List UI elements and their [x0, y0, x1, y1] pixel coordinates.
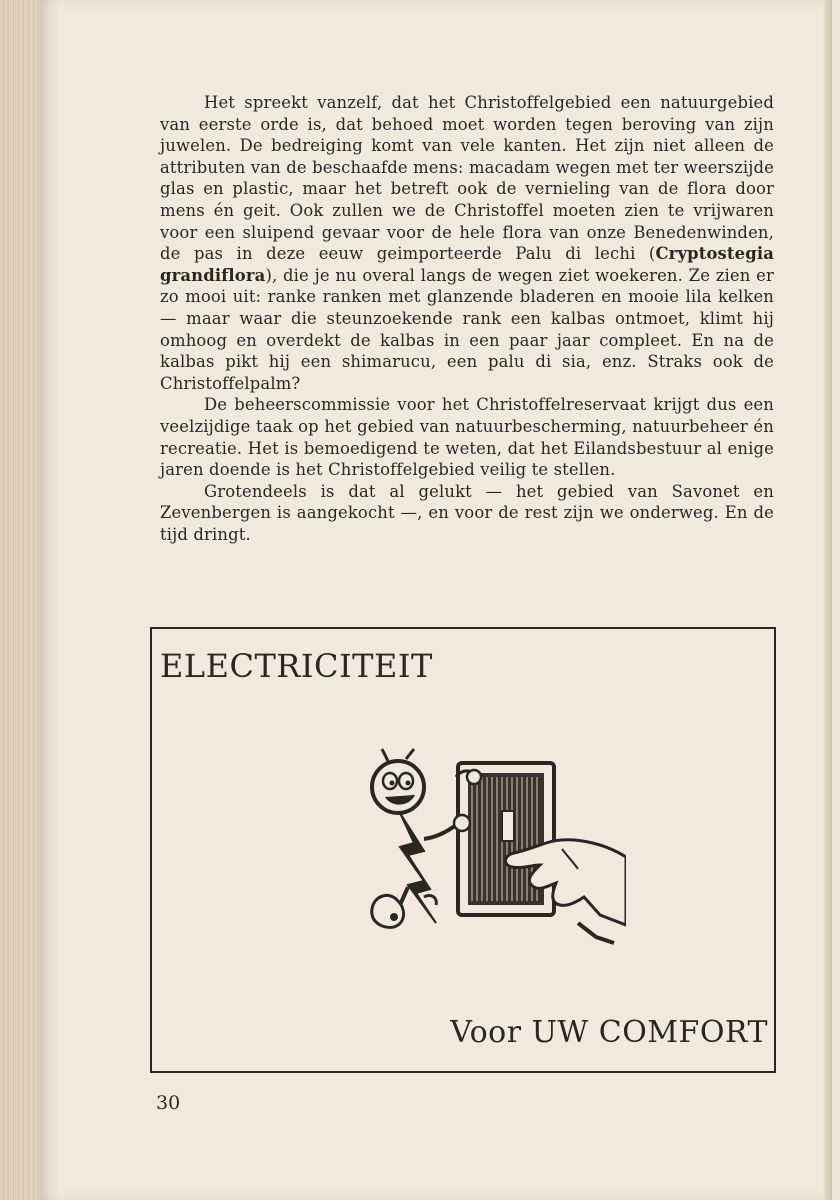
- ad-slogan: Voor UW COMFORT: [450, 1015, 768, 1050]
- paragraph-1-text: Het spreekt vanzelf, dat het Christoffelgebied een natuurgebied van eerste orde is, dat behoed moet worden tegen beroving van zijn juwelen. De bedreiging komt van vele kanten. Het zijn niet alleen de attributen van de beschaafde mens: macadam wegen met ter weerszijde glas en plastic, maar het betreft ook de vernieling van de flora door mens én geit. Ook zullen we de Christoffel moeten zien te vrijwaren voor een sluipend gevaar voor de hele flora van onze Benedenwinden, de pas in deze eeuw geimporteerde Palu di lechi (: [160, 93, 774, 264]
- character-head: [372, 749, 424, 813]
- article-body: [160, 92, 774, 545]
- ad-title: ELECTRICITEIT: [160, 647, 433, 685]
- paragraph-2: De beheerscommissie voor het Christoffelreservaat krijgt dus een veelzijdige taak op het gebied van natuurbescherming, natuurbeheer én recreatie. Het is bemoedigend te weten, dat het Eilandsbestuur al enige jaren doende is het Christoffelgebied veilig te stellen.: [160, 395, 774, 480]
- reddy-kilowatt-light-switch-icon: [364, 747, 626, 965]
- paragraph-1-continuation: ), die je nu overal langs de wegen ziet woekeren. Ze zien er zo mooi uit: ranke ranken met glanzende bladeren en mooie lila kelken — maar waar die steunzoekende rank een kalbas ontmoet, klimt hij omhoog en overdekt de kalbas in een paar jaar compleet. En na de kalbas pikt hij een shimarucu, een palu di sia, enz. Straks ook de Christoffelpalm?: [160, 265, 774, 393]
- page-number: 30: [156, 1092, 181, 1114]
- book-page-edges: [0, 0, 40, 1200]
- electricity-advertisement: [150, 627, 776, 1073]
- paragraph-1: [160, 92, 774, 394]
- page-edge-shadow: [824, 0, 832, 1200]
- paragraph-3: Grotendeels is dat al gelukt — het gebied van Savonet en Zevenbergen is aangekocht —, en voor de rest zijn we onderweg. En de tijd dringt.: [160, 481, 774, 544]
- light-switch-plate: [458, 763, 554, 915]
- species-name: Cryptostegia grandiflora: [160, 244, 774, 285]
